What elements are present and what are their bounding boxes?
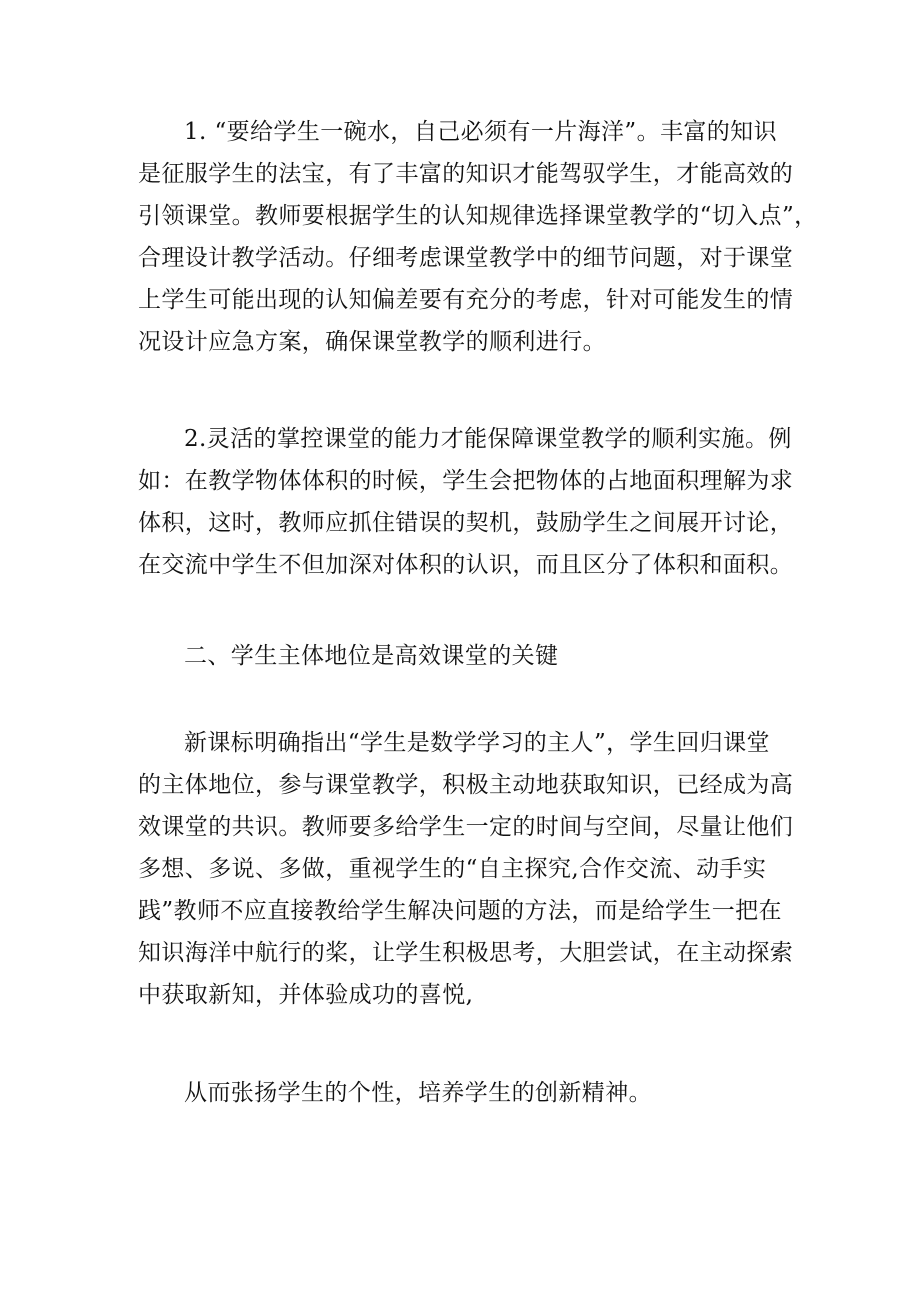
text-line: 引领课堂。教师要根据学生的认知规律选择课堂教学的“切入点”，: [138, 203, 818, 229]
text-line: 合理设计教学活动。仔细考虑课堂教学中的细节问题，对于课堂: [138, 245, 794, 271]
text-line: 体积，这时，教师应抓住错误的契机，鼓励学生之间展开讨论，: [138, 510, 794, 536]
text-line: 1. “要给学生一碗水，自己必须有一片海洋”。丰富的知识: [184, 119, 777, 145]
paragraph-1: [138, 111, 818, 363]
text-line: 中获取新知，并体验成功的喜悦,: [138, 982, 474, 1008]
text-line: 从而张扬学生的个性，培养学生的创新精神。: [184, 1080, 652, 1106]
text-line: 如：在教学物体体积的时候，学生会把物体的占地面积理解为求: [138, 468, 794, 494]
text-line: 新课标明确指出“学生是数学学习的主人”，学生回归课堂: [184, 730, 770, 756]
text-line: 是征服学生的法宝，有了丰富的知识才能驾驭学生，才能高效的: [138, 161, 794, 187]
paragraph-2: [138, 418, 798, 586]
text-line: 践”教师不应直接教给学生解决问题的方法，而是给学生一把在: [138, 898, 782, 924]
text-line: 多想、多说、多做，重视学生的“自主探究,合作交流、动手实: [138, 856, 767, 882]
section-heading: [138, 635, 798, 677]
heading-text: 二、学生主体地位是高效课堂的关键: [184, 643, 559, 669]
paragraph-4: [138, 1072, 798, 1114]
text-line: 况设计应急方案，确保课堂教学的顺利进行。: [138, 329, 606, 355]
text-line: 2.灵活的掌控课堂的能力才能保障课堂教学的顺利实施。例: [184, 426, 792, 452]
paragraph-3: [138, 722, 798, 1016]
text-line: 效课堂的共识。教师要多给学生一定的时间与空间，尽量让他们: [138, 814, 794, 840]
text-line: 上学生可能出现的认知偏差要有充分的考虑，针对可能发生的情: [138, 287, 794, 313]
text-line: 的主体地位，参与课堂教学，积极主动地获取知识，已经成为高: [138, 772, 794, 798]
text-line: 知识海洋中航行的桨，让学生积极思考，大胆尝试，在主动探索: [138, 940, 794, 966]
text-line: 在交流中学生不但加深对体积的认识，而且区分了体积和面积。: [138, 552, 794, 578]
